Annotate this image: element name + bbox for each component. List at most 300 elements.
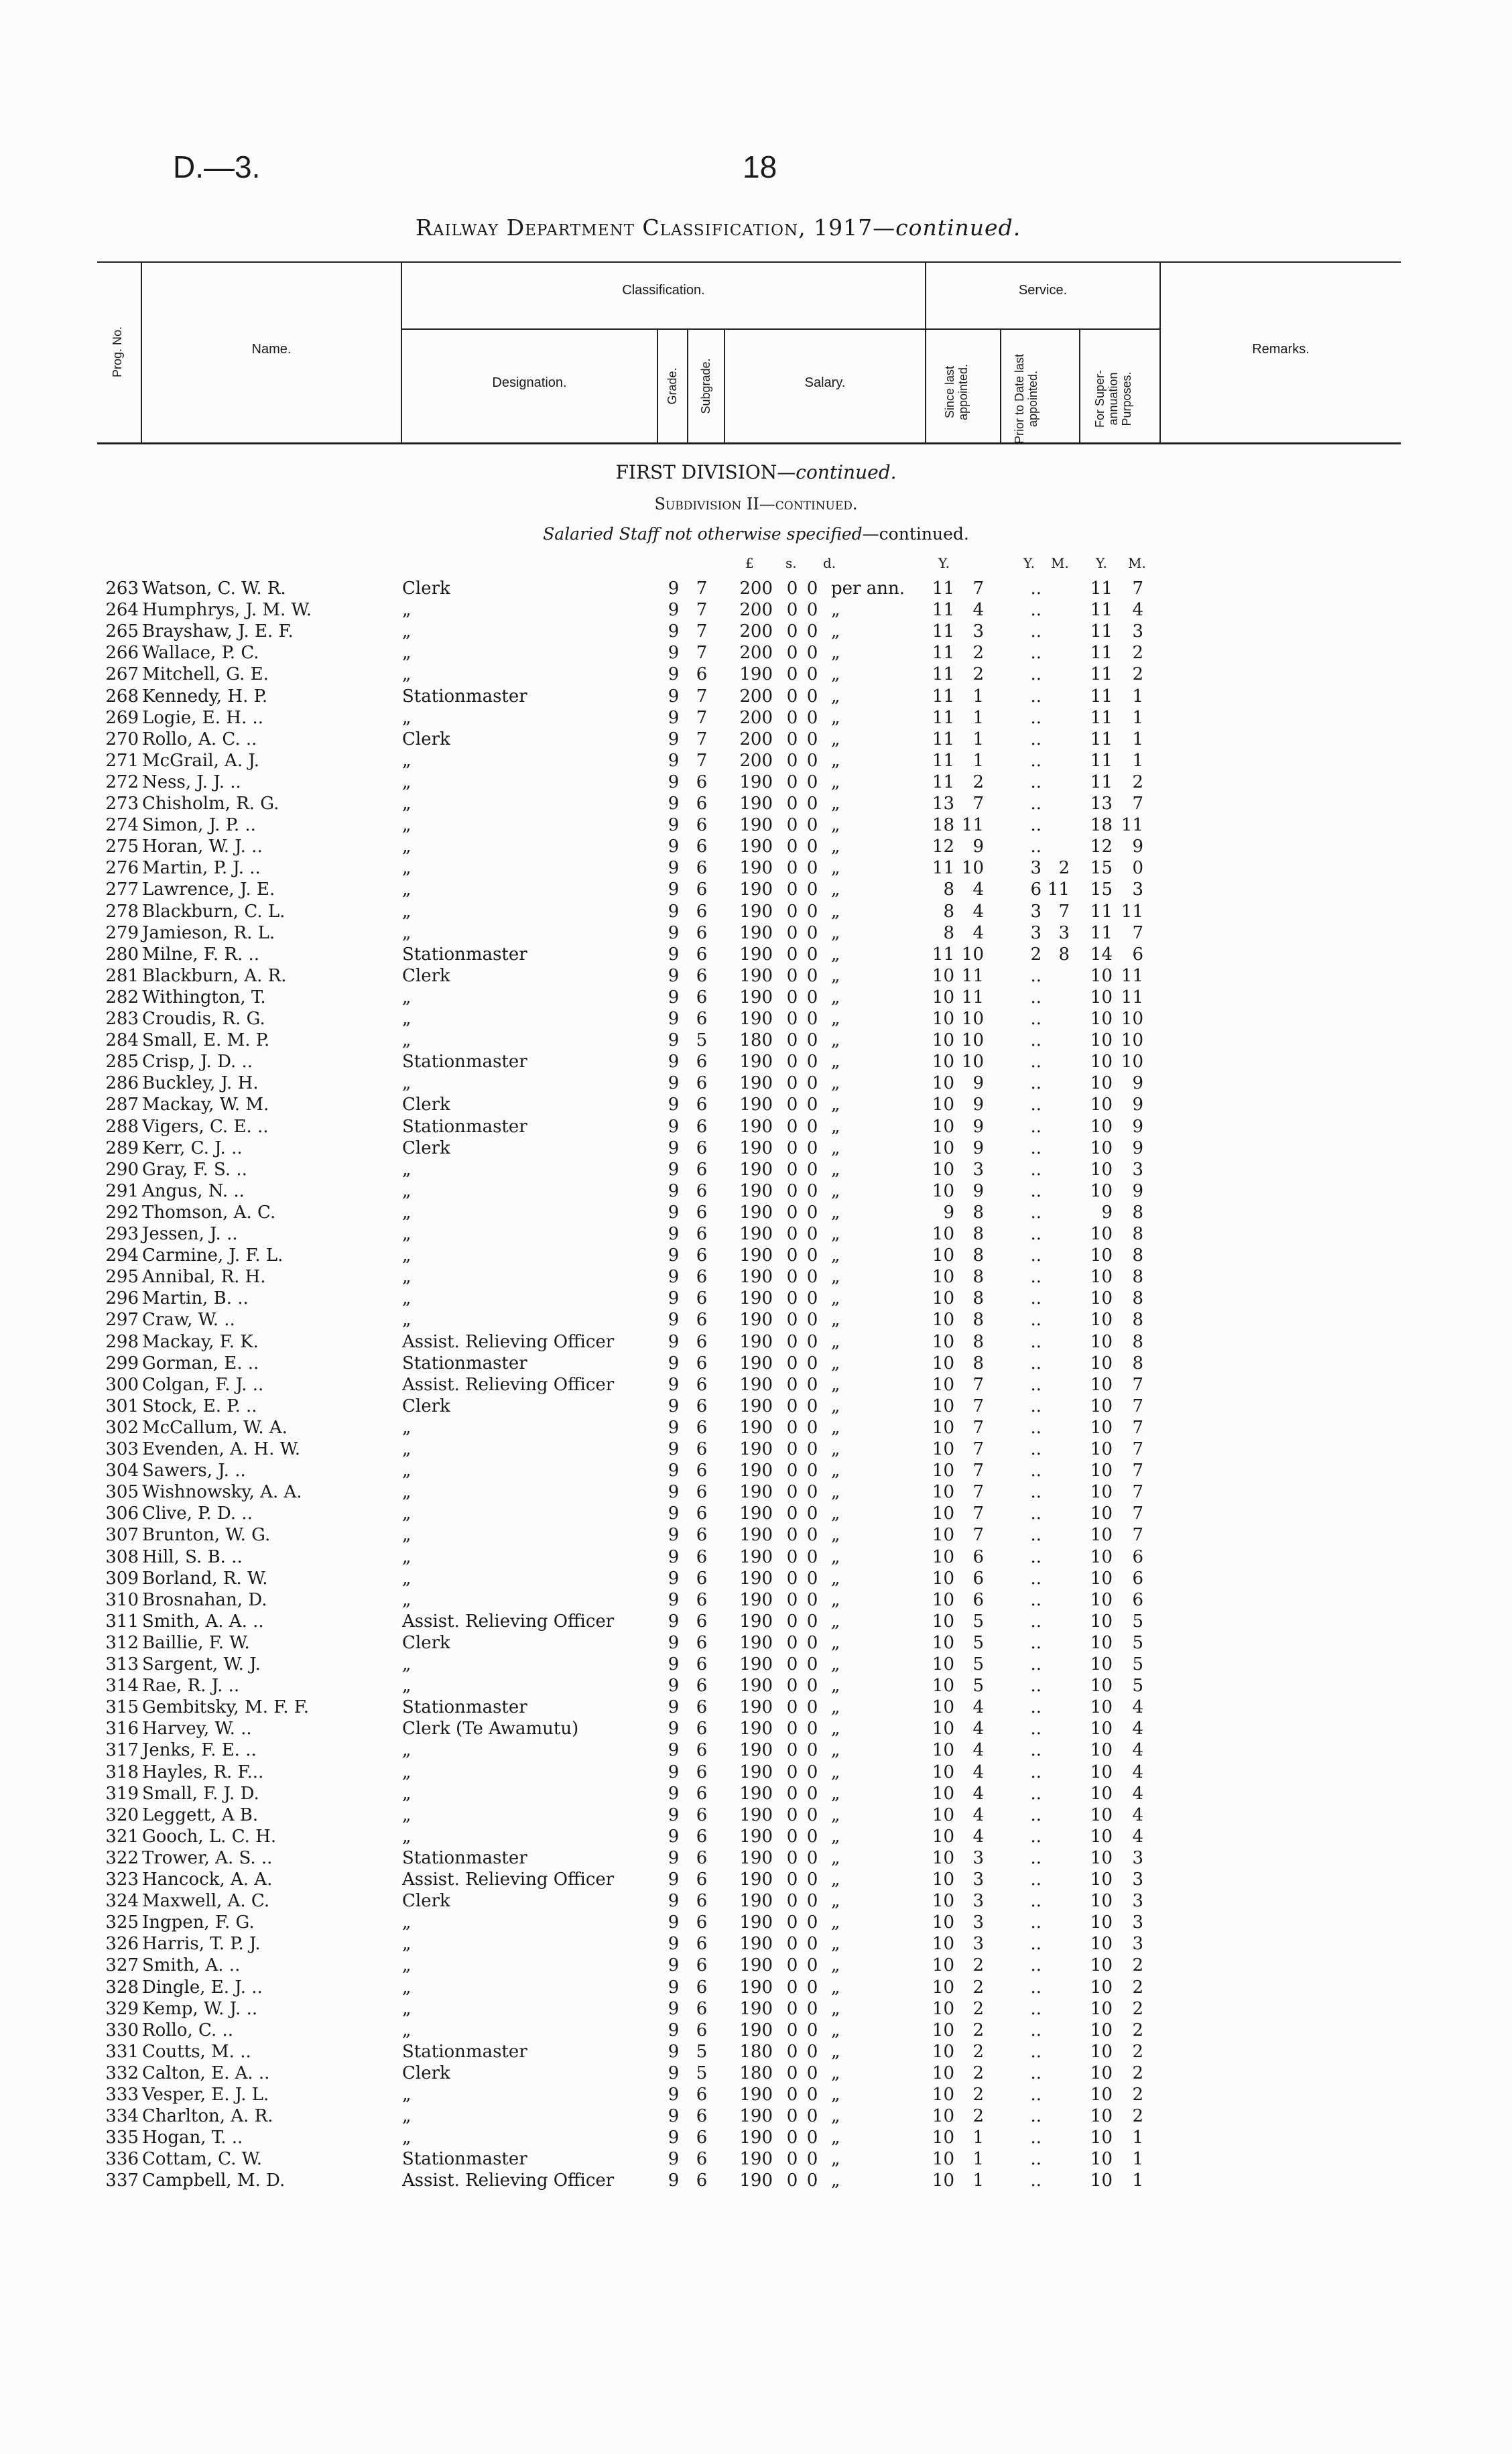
cell-salary: 190 — [739, 1417, 773, 1438]
cell-super-years: 10 — [1090, 1116, 1113, 1137]
cell-per: „ — [831, 1245, 840, 1266]
cell-per: „ — [831, 794, 840, 814]
cell-name: Thomson, A. C. — [142, 1202, 276, 1223]
cell-super-years: 10 — [1090, 1568, 1113, 1589]
cell-per: „ — [831, 1439, 840, 1459]
cell-prior-years: .. — [1030, 578, 1042, 599]
cell-pence: 0 — [806, 1525, 818, 1546]
table-row — [0, 1933, 1512, 1955]
cell-prog-no: 263 — [105, 578, 139, 599]
cell-super-years: 10 — [1090, 1396, 1113, 1416]
cell-prog-no: 282 — [105, 987, 139, 1007]
header-name: Name. — [251, 342, 292, 357]
cell-grade: 9 — [668, 1977, 680, 1998]
cell-super-months: 8 — [1132, 1331, 1143, 1352]
cell-prior-years: .. — [1030, 772, 1042, 792]
table-row — [0, 1116, 1512, 1138]
cell-super-months: 7 — [1132, 1504, 1143, 1524]
cell-grade: 9 — [668, 621, 680, 642]
table-row — [0, 922, 1512, 944]
cell-name: Rollo, C. .. — [142, 2020, 234, 2040]
unit-since-years: Y. — [938, 555, 950, 571]
cell-since-years: 10 — [932, 1891, 954, 1912]
cell-prog-no: 315 — [105, 1697, 139, 1718]
cell-grade: 9 — [668, 1589, 680, 1610]
cell-shillings: 0 — [786, 772, 798, 792]
cell-prior-years: .. — [1030, 1267, 1042, 1288]
cell-super-years: 10 — [1090, 2149, 1113, 2170]
cell-pence: 0 — [806, 1632, 818, 1653]
cell-per: „ — [831, 858, 840, 879]
cell-shillings: 0 — [786, 815, 798, 836]
cell-name: Simon, J. P. .. — [142, 815, 256, 836]
cell-super-months: 9 — [1132, 1116, 1143, 1137]
table-row — [0, 793, 1512, 814]
cell-designation: „ — [402, 1762, 412, 1782]
cell-name: Gooch, L. C. H. — [142, 1826, 277, 1847]
cell-name: Humphrys, J. M. W. — [142, 600, 312, 621]
cell-since-years: 10 — [932, 1116, 954, 1137]
cell-super-months: 3 — [1132, 1869, 1143, 1890]
cell-designation: „ — [402, 1159, 412, 1180]
cell-pence: 0 — [806, 1030, 818, 1051]
cell-super-years: 10 — [1090, 1912, 1113, 1933]
cell-subgrade: 6 — [696, 1159, 708, 1180]
cell-super-years: 10 — [1090, 1180, 1113, 1201]
cell-grade: 9 — [668, 1482, 680, 1503]
cell-name: Campbell, M. D. — [142, 2170, 286, 2191]
cell-super-months: 2 — [1132, 1977, 1143, 1998]
cell-designation: Stationmaster — [402, 1353, 527, 1373]
page-number: 18 — [743, 149, 777, 184]
cell-super-years: 11 — [1090, 621, 1113, 642]
cell-super-months: 11 — [1121, 901, 1143, 922]
table-row — [0, 1094, 1512, 1115]
header-service: Service. — [1018, 283, 1068, 298]
cell-shillings: 0 — [786, 1719, 798, 1739]
cell-prior-months: 7 — [1058, 901, 1070, 922]
cell-since-years: 10 — [932, 1267, 954, 1288]
cell-prior-months: 3 — [1058, 922, 1070, 943]
cell-designation: Clerk — [402, 1138, 450, 1158]
cell-since-months: 5 — [972, 1611, 984, 1632]
cell-super-months: 3 — [1132, 1912, 1143, 1933]
cell-designation: „ — [402, 600, 412, 621]
cell-name: Leggett, A B. — [142, 1804, 259, 1825]
cell-super-years: 10 — [1090, 2041, 1113, 2062]
cell-name: Colgan, F. J. .. — [142, 1374, 264, 1395]
cell-subgrade: 6 — [696, 1374, 708, 1395]
cell-designation: „ — [402, 1417, 412, 1438]
cell-subgrade: 5 — [696, 2041, 708, 2062]
cell-name: Martin, P. J. .. — [142, 858, 261, 879]
cell-shillings: 0 — [786, 643, 798, 664]
cell-prior-years: .. — [1030, 837, 1042, 857]
cell-since-years: 11 — [932, 664, 954, 685]
cell-grade: 9 — [668, 1353, 680, 1373]
cell-pence: 0 — [806, 901, 818, 922]
cell-shillings: 0 — [786, 1138, 798, 1158]
cell-super-years: 10 — [1090, 1073, 1113, 1094]
cell-pence: 0 — [806, 922, 818, 943]
cell-per: per ann. — [831, 578, 905, 599]
cell-super-months: 4 — [1132, 1719, 1143, 1739]
cell-super-months: 9 — [1132, 1073, 1143, 1094]
cell-salary: 190 — [739, 1353, 773, 1373]
cell-since-years: 10 — [932, 1396, 954, 1416]
cell-super-years: 15 — [1090, 858, 1113, 879]
cell-pence: 0 — [806, 2170, 818, 2191]
cell-grade: 9 — [668, 1783, 680, 1804]
cell-designation: „ — [402, 2128, 412, 2148]
cell-per: „ — [831, 1310, 840, 1331]
table-row — [0, 1524, 1512, 1546]
table-row — [0, 1374, 1512, 1396]
cell-pence: 0 — [806, 1546, 818, 1567]
cell-since-years: 10 — [932, 1719, 954, 1739]
cell-super-years: 10 — [1090, 1331, 1113, 1352]
cell-pence: 0 — [806, 1116, 818, 1137]
cell-since-years: 10 — [932, 1977, 954, 1998]
cell-per: „ — [831, 1138, 840, 1158]
cell-prog-no: 303 — [105, 1439, 139, 1459]
cell-shillings: 0 — [786, 1676, 798, 1697]
cell-subgrade: 6 — [696, 858, 708, 879]
cell-pence: 0 — [806, 2085, 818, 2105]
table-row — [0, 1417, 1512, 1438]
cell-shillings: 0 — [786, 1461, 798, 1481]
cell-per: „ — [831, 1331, 840, 1352]
cell-shillings: 0 — [786, 1611, 798, 1632]
cell-subgrade: 6 — [696, 1331, 708, 1352]
cell-designation: „ — [402, 1202, 412, 1223]
cell-name: Gray, F. S. .. — [142, 1159, 247, 1180]
cell-since-years: 10 — [932, 2128, 954, 2148]
cell-shillings: 0 — [786, 1417, 798, 1438]
cell-salary: 200 — [739, 578, 773, 599]
cell-subgrade: 6 — [696, 1504, 708, 1524]
cell-prior-years: .. — [1030, 1783, 1042, 1804]
document-code: D.—3. — [173, 149, 261, 184]
cell-shillings: 0 — [786, 944, 798, 965]
cell-grade: 9 — [668, 1245, 680, 1266]
cell-shillings: 0 — [786, 600, 798, 621]
cell-since-years: 11 — [932, 750, 954, 771]
cell-super-months: 1 — [1132, 707, 1143, 728]
header-for-super: For Super-annuation Purposes. — [1093, 369, 1133, 428]
table-row — [0, 707, 1512, 729]
cell-prior-years: .. — [1030, 1589, 1042, 1610]
table-row — [0, 1589, 1512, 1611]
cell-pence: 0 — [806, 1719, 818, 1739]
cell-per: „ — [831, 1804, 840, 1825]
table-row — [0, 857, 1512, 879]
cell-per: „ — [831, 1762, 840, 1782]
cell-super-years: 10 — [1090, 1697, 1113, 1718]
cell-designation: Clerk (Te Awamutu) — [402, 1719, 579, 1739]
cell-super-years: 10 — [1090, 1224, 1113, 1244]
cell-super-years: 15 — [1090, 879, 1113, 900]
cell-pence: 0 — [806, 1504, 818, 1524]
cell-since-years: 10 — [932, 1546, 954, 1567]
cell-super-months: 1 — [1132, 750, 1143, 771]
cell-grade: 9 — [668, 1202, 680, 1223]
cell-super-months: 9 — [1132, 1180, 1143, 1201]
cell-subgrade: 6 — [696, 1697, 708, 1718]
cell-subgrade: 6 — [696, 2149, 708, 2170]
cell-prog-no: 278 — [105, 901, 139, 922]
cell-shillings: 0 — [786, 1654, 798, 1674]
cell-prog-no: 328 — [105, 1977, 139, 1998]
cell-name: Smith, A. A. .. — [142, 1611, 264, 1632]
cell-since-months: 11 — [961, 815, 984, 836]
cell-subgrade: 6 — [696, 1116, 708, 1137]
cell-shillings: 0 — [786, 1826, 798, 1847]
cell-prior-years: .. — [1030, 1955, 1042, 1976]
cell-super-years: 10 — [1090, 2170, 1113, 2191]
cell-subgrade: 6 — [696, 1654, 708, 1674]
cell-since-months: 8 — [972, 1224, 984, 1244]
cell-subgrade: 6 — [696, 1482, 708, 1503]
cell-name: Jenks, F. E. .. — [142, 1740, 257, 1761]
table-row — [0, 1718, 1512, 1739]
cell-subgrade: 6 — [696, 922, 708, 943]
cell-shillings: 0 — [786, 1912, 798, 1933]
cell-name: Brunton, W. G. — [142, 1525, 271, 1546]
cell-super-years: 10 — [1090, 1719, 1113, 1739]
cell-designation: „ — [402, 1740, 412, 1761]
cell-grade: 9 — [668, 1632, 680, 1653]
table-row — [0, 965, 1512, 987]
table-row — [0, 1266, 1512, 1288]
cell-since-months: 2 — [972, 1955, 984, 1976]
cell-subgrade: 6 — [696, 1912, 708, 1933]
cell-designation: „ — [402, 707, 412, 728]
header-salary: Salary. — [804, 375, 846, 390]
cell-name: Calton, E. A. .. — [142, 2063, 270, 2083]
cell-per: „ — [831, 1116, 840, 1137]
cell-shillings: 0 — [786, 2170, 798, 2191]
cell-super-months: 7 — [1132, 1374, 1143, 1395]
cell-designation: Assist. Relieving Officer — [402, 1374, 615, 1395]
cell-shillings: 0 — [786, 1116, 798, 1137]
cell-pence: 0 — [806, 643, 818, 664]
cell-prog-no: 300 — [105, 1374, 139, 1395]
cell-shillings: 0 — [786, 1589, 798, 1610]
table-row — [0, 1481, 1512, 1503]
cell-since-years: 10 — [932, 1697, 954, 1718]
cell-subgrade: 6 — [696, 1180, 708, 1201]
cell-prior-years: .. — [1030, 1461, 1042, 1481]
cell-super-years: 10 — [1090, 1891, 1113, 1912]
cell-super-months: 4 — [1132, 1762, 1143, 1782]
cell-name: Wishnowsky, A. A. — [142, 1482, 302, 1503]
cell-since-months: 2 — [972, 643, 984, 664]
cell-prior-years: .. — [1030, 794, 1042, 814]
cell-prog-no: 292 — [105, 1202, 139, 1223]
cell-subgrade: 6 — [696, 944, 708, 965]
cell-prior-years: .. — [1030, 1052, 1042, 1072]
cell-pence: 0 — [806, 1869, 818, 1890]
cell-grade: 9 — [668, 1676, 680, 1697]
cell-super-months: 3 — [1132, 1891, 1143, 1912]
cell-prior-years: .. — [1030, 1934, 1042, 1955]
cell-since-years: 10 — [932, 1052, 954, 1072]
table-row — [0, 664, 1512, 685]
cell-designation: „ — [402, 1676, 412, 1697]
cell-prior-years: .. — [1030, 1504, 1042, 1524]
cell-prog-no: 268 — [105, 686, 139, 707]
cell-name: Mackay, F. K. — [142, 1331, 259, 1352]
cell-per: „ — [831, 815, 840, 836]
cell-shillings: 0 — [786, 1546, 798, 1567]
cell-shillings: 0 — [786, 837, 798, 857]
cell-salary: 190 — [739, 1009, 773, 1029]
cell-super-years: 11 — [1090, 750, 1113, 771]
cell-subgrade: 6 — [696, 1611, 708, 1632]
cell-subgrade: 6 — [696, 772, 708, 792]
cell-salary: 190 — [739, 1116, 773, 1137]
cell-designation: „ — [402, 1998, 412, 2019]
cell-designation: „ — [402, 1504, 412, 1524]
cell-shillings: 0 — [786, 1202, 798, 1223]
cell-designation: „ — [402, 1439, 412, 1459]
cell-shillings: 0 — [786, 1439, 798, 1459]
cell-since-years: 12 — [932, 837, 954, 857]
cell-prog-no: 308 — [105, 1546, 139, 1567]
cell-prior-years: .. — [1030, 1977, 1042, 1998]
cell-shillings: 0 — [786, 1374, 798, 1395]
division-continued: continued. — [796, 461, 897, 483]
cell-pence: 0 — [806, 1073, 818, 1094]
cell-since-years: 10 — [932, 1869, 954, 1890]
cell-prior-years: 3 — [1030, 901, 1042, 922]
cell-designation: „ — [402, 1783, 412, 1804]
cell-since-years: 10 — [932, 1073, 954, 1094]
cell-since-months: 8 — [972, 1288, 984, 1309]
cell-shillings: 0 — [786, 1977, 798, 1998]
cell-subgrade: 6 — [696, 1676, 708, 1697]
cell-since-months: 9 — [972, 1095, 984, 1115]
cell-prog-no: 337 — [105, 2170, 139, 2191]
cell-subgrade: 6 — [696, 1009, 708, 1029]
cell-prog-no: 333 — [105, 2085, 139, 2105]
cell-per: „ — [831, 2106, 840, 2127]
cell-per: „ — [831, 1869, 840, 1890]
cell-name: Cottam, C. W. — [142, 2149, 263, 2170]
header-grade: Grade. — [666, 367, 679, 405]
cell-subgrade: 6 — [696, 2085, 708, 2105]
table-row — [0, 1396, 1512, 1417]
cell-per: „ — [831, 922, 840, 943]
cell-grade: 9 — [668, 837, 680, 857]
cell-super-months: 1 — [1132, 686, 1143, 707]
cell-salary: 190 — [739, 1912, 773, 1933]
cell-grade: 9 — [668, 1934, 680, 1955]
cell-pence: 0 — [806, 879, 818, 900]
cell-shillings: 0 — [786, 1934, 798, 1955]
cell-salary: 190 — [739, 1977, 773, 1998]
cell-shillings: 0 — [786, 1245, 798, 1266]
cell-pence: 0 — [806, 729, 818, 749]
cell-shillings: 0 — [786, 965, 798, 986]
cell-salary: 190 — [739, 922, 773, 943]
cell-prior-years: .. — [1030, 1998, 1042, 2019]
cell-per: „ — [831, 1396, 840, 1416]
cell-since-years: 11 — [932, 686, 954, 707]
table-row — [0, 1288, 1512, 1309]
cell-super-months: 10 — [1121, 1030, 1143, 1051]
cell-prior-years: .. — [1030, 1417, 1042, 1438]
cell-pence: 0 — [806, 1138, 818, 1158]
cell-super-months: 8 — [1132, 1310, 1143, 1331]
table-row — [0, 879, 1512, 900]
cell-grade: 9 — [668, 1525, 680, 1546]
cell-grade: 9 — [668, 1439, 680, 1459]
cell-since-months: 11 — [961, 987, 984, 1007]
cell-salary: 190 — [739, 1804, 773, 1825]
cell-salary: 180 — [739, 1030, 773, 1051]
cell-since-months: 1 — [972, 707, 984, 728]
cell-grade: 9 — [668, 1009, 680, 1029]
cell-pence: 0 — [806, 772, 818, 792]
cell-super-months: 1 — [1132, 729, 1143, 749]
cell-grade: 9 — [668, 1891, 680, 1912]
cell-pence: 0 — [806, 1611, 818, 1632]
cell-subgrade: 6 — [696, 1525, 708, 1546]
cell-per: „ — [831, 750, 840, 771]
cell-salary: 180 — [739, 2041, 773, 2062]
cell-grade: 9 — [668, 1159, 680, 1180]
table-row — [0, 1955, 1512, 1976]
cell-prior-years: .. — [1030, 1245, 1042, 1266]
cell-since-months: 8 — [972, 1245, 984, 1266]
cell-salary: 190 — [739, 1783, 773, 1804]
cell-prior-years: .. — [1030, 2170, 1042, 2191]
cell-designation: „ — [402, 837, 412, 857]
cell-shillings: 0 — [786, 578, 798, 599]
cell-super-years: 10 — [1090, 1159, 1113, 1180]
cell-pence: 0 — [806, 1826, 818, 1847]
cell-prog-no: 280 — [105, 944, 139, 965]
cell-super-years: 10 — [1090, 2106, 1113, 2127]
cell-name: Harris, T. P. J. — [142, 1934, 261, 1955]
cell-since-months: 3 — [972, 1847, 984, 1868]
unit-super-years: Y. — [1096, 555, 1107, 571]
cell-super-months: 6 — [1132, 1589, 1143, 1610]
cell-shillings: 0 — [786, 1180, 798, 1201]
cell-designation: Stationmaster — [402, 1697, 527, 1718]
cell-subgrade: 6 — [696, 1052, 708, 1072]
cell-designation: „ — [402, 879, 412, 900]
cell-since-years: 10 — [932, 1998, 954, 2019]
table-row — [0, 1503, 1512, 1524]
cell-since-months: 8 — [972, 1202, 984, 1223]
cell-designation: „ — [402, 1180, 412, 1201]
cell-subgrade: 7 — [696, 621, 708, 642]
table-row — [0, 1739, 1512, 1761]
cell-shillings: 0 — [786, 1030, 798, 1051]
cell-pence: 0 — [806, 1568, 818, 1589]
cell-since-months: 4 — [972, 901, 984, 922]
cell-name: Carmine, J. F. L. — [142, 1245, 284, 1266]
cell-since-months: 6 — [972, 1589, 984, 1610]
cell-subgrade: 6 — [696, 1224, 708, 1244]
cell-name: Baillie, F. W. — [142, 1632, 250, 1653]
cell-shillings: 0 — [786, 1095, 798, 1115]
cell-super-years: 11 — [1090, 772, 1113, 792]
cell-prior-years: .. — [1030, 1288, 1042, 1309]
